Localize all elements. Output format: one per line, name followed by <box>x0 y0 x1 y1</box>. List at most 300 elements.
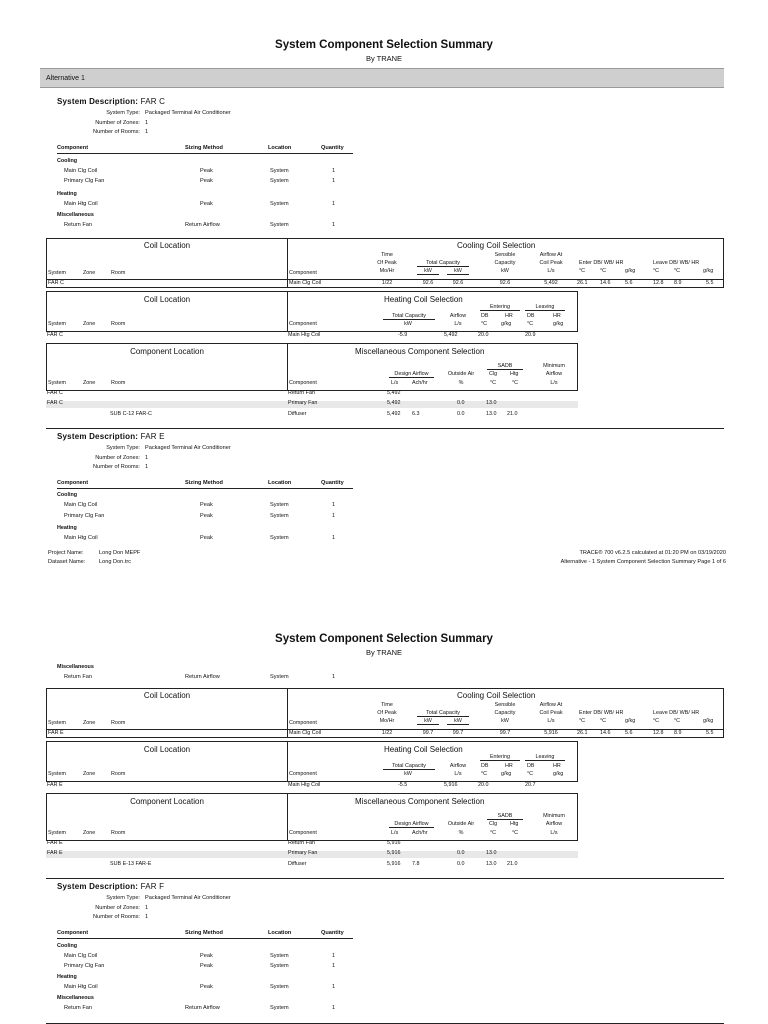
design-airflow-label: Design Airflow <box>389 372 434 378</box>
location: System <box>270 953 289 959</box>
col-component: Component <box>289 380 317 386</box>
quantity: 1 <box>332 502 336 508</box>
unit-deg-c: °C <box>674 268 681 274</box>
system-type-label: System Type: <box>106 895 140 901</box>
sadb-htg-label: Htg <box>510 821 519 827</box>
unit-ls: L/s <box>550 830 558 836</box>
col-quantity: Quantity <box>321 480 344 486</box>
report-page-2 <box>0 588 768 1024</box>
unit-deg-c: °C <box>600 718 607 724</box>
table-row <box>57 675 353 683</box>
entering-label: Entering <box>480 755 520 761</box>
total-capacity-value: 92.6 <box>452 280 464 286</box>
misc-component-selection-header: Miscellaneous Component Selection <box>355 797 485 806</box>
heating-airflow-value: 5,916 <box>444 782 458 788</box>
leaving-db-label: DB <box>527 313 535 319</box>
ach-value: 7.8 <box>412 861 420 867</box>
col-zone: Zone <box>83 380 96 386</box>
sadb-htg-value: 21.0 <box>507 861 518 867</box>
time-of-peak-value: 1/22 <box>381 280 393 286</box>
component-name: Main Clg Coil <box>64 953 98 959</box>
sizing-method: Peak <box>200 984 213 990</box>
entering-db-label: DB <box>481 313 489 319</box>
table-row <box>46 401 578 408</box>
coil-location-header: Coil Location <box>143 745 191 754</box>
quantity: 1 <box>332 953 336 959</box>
minimum-airflow-label: Airflow <box>545 821 563 827</box>
entering-db-value: 20.0 <box>478 782 489 788</box>
zones-label: Number of Zones: <box>95 120 140 126</box>
table-row <box>46 841 578 848</box>
sizing-method: Peak <box>200 201 213 207</box>
category-cooling: Cooling <box>57 943 78 949</box>
component-table-header <box>57 146 353 154</box>
total-capacity-label: Total Capacity <box>383 764 435 770</box>
unit-ls: L/s <box>550 380 558 386</box>
leave-db-value: 12.8 <box>653 280 664 286</box>
category-miscellaneous: Miscellaneous <box>57 664 94 670</box>
box-divider <box>287 794 288 840</box>
unit-deg-c: °C <box>512 830 519 836</box>
quantity: 1 <box>332 674 336 680</box>
design-airflow-value: 5,492 <box>387 400 401 406</box>
row-component: Main Htg Coil <box>288 332 321 338</box>
cooling-coil-selection-header: Cooling Coil Selection <box>457 691 536 700</box>
row-component: Main Clg Coil <box>289 280 322 286</box>
location: System <box>270 222 289 228</box>
component-table-header <box>57 481 353 489</box>
unit-gkg: g/kg <box>703 268 714 274</box>
location: System <box>270 1005 289 1011</box>
heating-capacity-value: -5.9 <box>398 332 408 338</box>
component-name: Main Htg Coil <box>64 201 98 207</box>
box-divider <box>287 344 288 390</box>
sadb-clg-value: 13.0 <box>486 411 497 417</box>
sizing-method: Return Airflow <box>185 1005 220 1011</box>
zones-value: 1 <box>145 455 149 461</box>
table-row <box>46 391 578 398</box>
row-room: SUB E-13 FAR-E <box>110 861 152 867</box>
design-airflow-label: Design Airflow <box>389 822 434 828</box>
sadb-label: SADB <box>487 364 523 370</box>
col-room: Room <box>111 720 126 726</box>
dataset-name-value: Long Don.trc <box>99 559 132 565</box>
sensible-capacity-label: Sensible <box>494 252 516 258</box>
unit-deg-c: °C <box>527 771 534 777</box>
unit-deg-c: °C <box>674 718 681 724</box>
col-zone: Zone <box>83 830 96 836</box>
leaving-db-label: DB <box>527 763 535 769</box>
unit-kw: kW <box>501 268 509 274</box>
category-heating: Heating <box>57 525 77 531</box>
page-footer <box>0 551 768 571</box>
time-of-peak-label: Time <box>381 702 393 708</box>
col-room: Room <box>111 771 126 777</box>
leave-wb-value: 8.9 <box>674 280 682 286</box>
sensible-capacity-label: Capacity <box>494 710 516 716</box>
sizing-method: Peak <box>200 168 213 174</box>
heating-coil-selection-header: Heating Coil Selection <box>384 295 463 304</box>
unit-gkg: g/kg <box>501 771 512 777</box>
minimum-airflow-label: Minimum <box>543 363 565 369</box>
component-name: Primary Clg Fan <box>64 178 105 184</box>
unit-ach: Ach/hr <box>412 830 428 836</box>
sadb-clg-label: Clg <box>489 821 498 827</box>
enter-wb-value: 14.6 <box>600 280 611 286</box>
heating-coil-box-fare <box>46 741 578 782</box>
cooling-coil-box-farc <box>46 238 724 288</box>
leaving-db-value: 20.7 <box>525 782 536 788</box>
unit-deg-c: °C <box>490 380 497 386</box>
leaving-hr-label: HR <box>553 763 561 769</box>
location: System <box>270 674 289 680</box>
misc-component-box-fare <box>46 793 578 841</box>
outside-air-value: 0.0 <box>457 850 465 856</box>
component-location-header: Component Location <box>130 347 204 356</box>
quantity: 1 <box>332 963 336 969</box>
unit-deg-c: °C <box>481 321 488 327</box>
component-name: Primary Clg Fan <box>64 513 105 519</box>
table-row <box>57 223 353 231</box>
system-type-value: Packaged Terminal Air Conditioner <box>145 895 231 901</box>
col-component: Component <box>289 771 317 777</box>
component-name: Main Clg Coil <box>64 502 98 508</box>
unit-gkg: g/kg <box>625 718 636 724</box>
col-component: Component <box>289 321 317 327</box>
location: System <box>270 178 289 184</box>
row-component: Return Fan <box>288 390 315 396</box>
unit-deg-c: °C <box>653 268 660 274</box>
col-quantity: Quantity <box>321 145 344 151</box>
system-type-label: System Type: <box>106 445 140 451</box>
leave-db-value: 12.8 <box>653 730 664 736</box>
entering-hr-label: HR <box>505 313 513 319</box>
outside-air-label: Outside Air <box>447 371 475 377</box>
component-name: Return Fan <box>64 222 92 228</box>
project-name-value: Long Don MEPF <box>99 550 141 556</box>
sadb-label: SADB <box>487 814 523 820</box>
airflow-at-peak-label: Coil Peak <box>539 260 563 266</box>
coil-location-header: Coil Location <box>143 295 191 304</box>
outside-air-value: 0.0 <box>457 400 465 406</box>
component-table-farc <box>57 146 353 236</box>
sizing-method: Peak <box>200 178 213 184</box>
sizing-method: Peak <box>200 513 213 519</box>
row-component: Diffuser <box>288 411 307 417</box>
unit-deg-c: °C <box>579 268 586 274</box>
unit-deg-c: °C <box>600 268 607 274</box>
system-description-farf <box>57 883 164 891</box>
quantity: 1 <box>332 201 336 207</box>
table-row <box>57 179 353 187</box>
total-capacity-label: Total Capacity <box>417 711 469 717</box>
page-info: Alternative - 1 System Component Selection Summary Page 1 of 6 <box>560 559 726 565</box>
zones-label: Number of Zones: <box>95 455 140 461</box>
coil-location-header: Coil Location <box>143 691 191 700</box>
unit-ls: L/s <box>454 321 462 327</box>
row-component: Primary Fan <box>288 400 318 406</box>
col-system: System <box>48 720 66 726</box>
row-component: Main Clg Coil <box>289 730 322 736</box>
unit-percent: % <box>458 830 464 836</box>
col-room: Room <box>111 321 126 327</box>
leave-db-wb-hr-label: Leave DB/ WB/ HR <box>653 260 700 266</box>
unit-deg-c: °C <box>481 771 488 777</box>
leave-db-wb-hr-label: Leave DB/ WB/ HR <box>653 710 700 716</box>
total-capacity-label: Total Capacity <box>383 314 435 320</box>
unit-ls: L/s <box>391 380 399 386</box>
system-description-value: FAR E <box>140 432 165 441</box>
quantity: 1 <box>332 535 336 541</box>
category-cooling: Cooling <box>57 158 78 164</box>
section-separator <box>46 878 724 879</box>
design-airflow-value: 5,492 <box>387 411 401 417</box>
airflow-label: Airflow <box>449 313 467 319</box>
sensible-capacity-value: 99.7 <box>499 730 511 736</box>
enter-db-value: 26.1 <box>577 730 588 736</box>
airflow-value: 5,492 <box>544 280 558 286</box>
table-row <box>57 985 353 993</box>
quantity: 1 <box>332 1005 336 1011</box>
col-system: System <box>48 380 66 386</box>
enter-hr-value: 5.6 <box>625 730 633 736</box>
sadb-clg-value: 13.0 <box>486 861 497 867</box>
unit-deg-c: °C <box>527 321 534 327</box>
row-system: FAR C <box>48 280 64 286</box>
component-name: Main Clg Coil <box>64 168 98 174</box>
unit-deg-c: °C <box>490 830 497 836</box>
quantity: 1 <box>332 513 336 519</box>
row-system: FAR C <box>47 390 63 396</box>
entering-db-label: DB <box>481 763 489 769</box>
outside-air-label: Outside Air <box>447 821 475 827</box>
unit-kw: kW <box>417 269 439 275</box>
category-miscellaneous: Miscellaneous <box>57 212 94 218</box>
col-location: Location <box>268 930 292 936</box>
sizing-method: Peak <box>200 963 213 969</box>
system-type-label: System Type: <box>106 110 140 116</box>
total-capacity-label: Total Capacity <box>417 261 469 267</box>
row-system: FAR E <box>47 782 63 788</box>
unit-gkg: g/kg <box>501 321 512 327</box>
rooms-label: Number of Rooms: <box>93 464 140 470</box>
airflow-at-peak-label: Coil Peak <box>539 710 563 716</box>
table-row <box>57 202 353 210</box>
sizing-method: Return Airflow <box>185 674 220 680</box>
col-system: System <box>48 771 66 777</box>
entering-db-value: 20.0 <box>478 332 489 338</box>
table-row <box>46 862 578 869</box>
rooms-value: 1 <box>145 464 149 470</box>
design-airflow-value: 5,916 <box>387 840 401 846</box>
location: System <box>270 984 289 990</box>
quantity: 1 <box>332 168 336 174</box>
unit-ls: L/s <box>454 771 462 777</box>
minimum-airflow-label: Minimum <box>543 813 565 819</box>
row-room: SUB C-12 FAR-C <box>110 411 152 417</box>
sensible-capacity-label: Capacity <box>494 260 516 266</box>
unit-ls: L/s <box>547 718 555 724</box>
zones-value: 1 <box>145 120 149 126</box>
rooms-label: Number of Rooms: <box>93 914 140 920</box>
col-system: System <box>48 321 66 327</box>
system-description-value: FAR F <box>140 882 165 891</box>
unit-deg-c: °C <box>512 380 519 386</box>
table-row <box>57 514 353 522</box>
component-table-header <box>57 931 353 939</box>
enter-db-wb-hr-label: Enter DB/ WB/ HR <box>579 260 624 266</box>
unit-gkg: g/kg <box>703 718 714 724</box>
system-description-farc <box>57 98 165 106</box>
sadb-htg-value: 21.0 <box>507 411 518 417</box>
quantity: 1 <box>332 984 336 990</box>
component-table-fare <box>57 481 353 546</box>
time-of-peak-label: Time <box>381 252 393 258</box>
col-sizing-method: Sizing Method <box>185 480 223 486</box>
col-zone: Zone <box>83 771 96 777</box>
total-capacity-value: 99.7 <box>452 730 464 736</box>
col-location: Location <box>268 480 292 486</box>
ach-value: 6.3 <box>412 411 420 417</box>
entering-hr-label: HR <box>505 763 513 769</box>
coil-location-header: Coil Location <box>143 241 191 250</box>
table-row <box>46 333 578 340</box>
sizing-method: Peak <box>200 502 213 508</box>
unit-kw: kW <box>447 719 469 725</box>
category-miscellaneous: Miscellaneous <box>57 995 94 1001</box>
system-description-fare <box>57 433 165 441</box>
sizing-method: Return Airflow <box>185 222 220 228</box>
table-row <box>57 536 353 544</box>
sensible-capacity-value: 92.6 <box>499 280 511 286</box>
unit-kw: kW <box>417 719 439 725</box>
alternative-label: Alternative 1 <box>46 75 85 82</box>
col-quantity: Quantity <box>321 930 344 936</box>
unit-gkg: g/kg <box>625 268 636 274</box>
component-name: Main Htg Coil <box>64 535 98 541</box>
calculation-info: TRACE® 700 v6.2.5 calculated at 01:20 PM on 03/19/2020 <box>579 550 726 556</box>
col-zone: Zone <box>83 720 96 726</box>
leave-wb-value: 8.9 <box>674 730 682 736</box>
total-capacity-value: 99.7 <box>422 730 434 736</box>
col-component: Component <box>57 145 89 151</box>
row-component: Diffuser <box>288 861 307 867</box>
minimum-airflow-label: Airflow <box>545 371 563 377</box>
design-airflow-value: 5,916 <box>387 861 401 867</box>
outside-air-value: 0.0 <box>457 411 465 417</box>
leaving-label: Leaving <box>525 305 565 311</box>
component-name: Return Fan <box>64 1005 92 1011</box>
col-system: System <box>48 270 66 276</box>
sensible-capacity-label: Sensible <box>494 702 516 708</box>
system-type-value: Packaged Terminal Air Conditioner <box>145 110 231 116</box>
component-name: Primary Clg Fan <box>64 963 105 969</box>
misc-component-selection-header: Miscellaneous Component Selection <box>355 347 485 356</box>
col-component: Component <box>57 930 89 936</box>
airflow-value: 5,916 <box>544 730 558 736</box>
heating-capacity-value: -5.5 <box>398 782 408 788</box>
location: System <box>270 502 289 508</box>
component-table-farf <box>57 931 353 1021</box>
col-system: System <box>48 830 66 836</box>
table-row <box>46 783 578 790</box>
rooms-value: 1 <box>145 914 149 920</box>
time-of-peak-label: Of Peak <box>377 260 397 266</box>
location: System <box>270 963 289 969</box>
col-room: Room <box>111 270 126 276</box>
cooling-coil-box-fare <box>46 688 724 738</box>
total-capacity-value: 92.6 <box>422 280 434 286</box>
col-component: Component <box>289 720 317 726</box>
design-airflow-value: 5,492 <box>387 390 401 396</box>
quantity: 1 <box>332 178 336 184</box>
report-title: System Component Selection Summary <box>275 39 493 51</box>
enter-wb-value: 14.6 <box>600 730 611 736</box>
table-row <box>57 503 353 511</box>
time-of-peak-value: 1/22 <box>381 730 393 736</box>
enter-db-value: 26.1 <box>577 280 588 286</box>
location: System <box>270 513 289 519</box>
table-row <box>57 1006 353 1014</box>
rooms-label: Number of Rooms: <box>93 129 140 135</box>
sadb-htg-label: Htg <box>510 371 519 377</box>
sizing-method: Peak <box>200 535 213 541</box>
design-airflow-value: 5,916 <box>387 850 401 856</box>
col-room: Room <box>111 830 126 836</box>
system-description-label: System Description: <box>57 97 139 106</box>
time-of-peak-unit: Mo/Hr <box>379 718 395 724</box>
sadb-clg-value: 13.0 <box>486 400 497 406</box>
col-room: Room <box>111 380 126 386</box>
table-row <box>57 964 353 972</box>
sizing-method: Peak <box>200 953 213 959</box>
col-sizing-method: Sizing Method <box>185 145 223 151</box>
entering-label: Entering <box>480 305 520 311</box>
dataset-name-label: Dataset Name: <box>48 559 86 565</box>
misc-component-box-farc <box>46 343 578 391</box>
row-system: FAR C <box>47 400 63 406</box>
location: System <box>270 535 289 541</box>
leaving-db-value: 20.9 <box>525 332 536 338</box>
category-cooling: Cooling <box>57 492 78 498</box>
unit-kw: kW <box>404 771 412 777</box>
row-component: Primary Fan <box>288 850 318 856</box>
cooling-coil-selection-header: Cooling Coil Selection <box>457 241 536 250</box>
enter-db-wb-hr-label: Enter DB/ WB/ HR <box>579 710 624 716</box>
unit-gkg: g/kg <box>553 771 564 777</box>
leaving-label: Leaving <box>525 755 565 761</box>
unit-kw: kW <box>404 321 412 327</box>
heating-coil-selection-header: Heating Coil Selection <box>384 745 463 754</box>
col-location: Location <box>268 145 292 151</box>
table-row <box>46 412 578 419</box>
system-description-label: System Description: <box>57 432 139 441</box>
location: System <box>270 201 289 207</box>
col-component: Component <box>57 480 89 486</box>
component-name: Return Fan <box>64 674 92 680</box>
row-component: Main Htg Coil <box>288 782 321 788</box>
col-zone: Zone <box>83 270 96 276</box>
outside-air-value: 0.0 <box>457 861 465 867</box>
heating-airflow-value: 5,492 <box>444 332 458 338</box>
leave-hr-value: 5.5 <box>706 280 714 286</box>
location: System <box>270 168 289 174</box>
leave-hr-value: 5.5 <box>706 730 714 736</box>
system-description-label: System Description: <box>57 882 139 891</box>
col-sizing-method: Sizing Method <box>185 930 223 936</box>
leaving-hr-label: HR <box>553 313 561 319</box>
box-divider <box>287 742 288 781</box>
